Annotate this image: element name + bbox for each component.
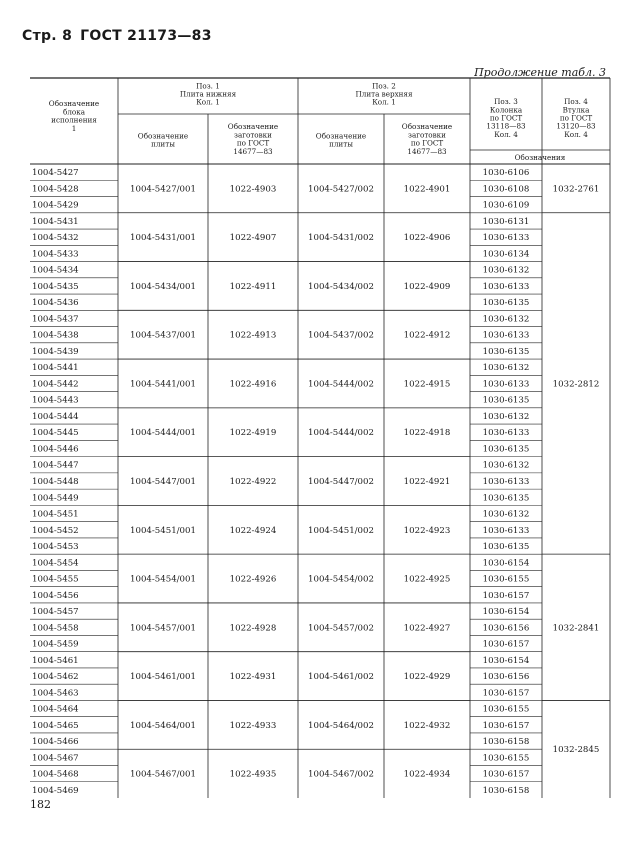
header-pos3: Кол. 4: [494, 129, 518, 139]
header-blank-designation: Обозначение: [401, 122, 453, 132]
column-designation: 1030-6132: [482, 460, 530, 471]
block-designation: 1004-5453: [32, 542, 79, 553]
block-designation: 1004-5459: [32, 639, 79, 650]
column-designation: 1030-6154: [482, 607, 530, 618]
continuation-note: Продолжение табл. 3: [474, 66, 606, 79]
header-blank-designation: Обозначение: [227, 122, 279, 132]
block-designation: 1004-5446: [32, 444, 79, 455]
column-designation: 1030-6108: [482, 184, 530, 195]
page-number: 182: [30, 798, 51, 811]
column-designation: 1030-6133: [482, 281, 530, 292]
column-designation: 1030-6157: [482, 688, 530, 699]
column-designation: 1030-6157: [482, 720, 530, 731]
pos1-plate: 1004-5441/001: [130, 379, 196, 390]
pos2-plate: 1004-5427/002: [308, 184, 374, 195]
column-designation: 1030-6133: [482, 428, 530, 439]
column-designation: 1030-6132: [482, 265, 530, 276]
block-designation: 1004-5447: [32, 460, 79, 471]
block-designation: 1004-5432: [32, 233, 79, 244]
header-pos1: Поз. 1: [196, 81, 220, 91]
pos2-blank: 1022-4912: [403, 330, 451, 341]
column-designation: 1030-6135: [482, 346, 530, 357]
pos2-blank: 1022-4927: [403, 623, 451, 634]
pos1-blank: 1022-4924: [229, 525, 277, 536]
pos2-blank: 1022-4932: [403, 720, 451, 731]
block-designation: 1004-5438: [32, 330, 79, 341]
pos2-plate: 1004-5454/002: [308, 574, 374, 585]
block-designation: 1004-5444: [32, 411, 79, 422]
pos1-blank: 1022-4928: [229, 623, 277, 634]
header-blank-designation: 14677—83: [233, 146, 273, 156]
column-designation: 1030-6131: [482, 216, 530, 227]
pos1-blank: 1022-4935: [229, 769, 277, 780]
block-designation: 1004-5461: [32, 655, 79, 666]
column-designation: 1030-6132: [482, 411, 530, 422]
header-block-designation: 1: [71, 123, 77, 133]
pos1-plate: 1004-5447/001: [130, 477, 196, 487]
pos2-blank: 1022-4909: [403, 281, 451, 292]
block-designation: 1004-5441: [32, 363, 79, 374]
pos1-plate: 1004-5461/001: [130, 672, 196, 683]
header-blank-designation: заготовки: [408, 130, 446, 140]
block-designation: 1004-5427: [32, 168, 79, 179]
header-pos2: Кол. 1: [372, 97, 396, 107]
header-pos1: Плита нижняя: [179, 89, 237, 99]
header-plate-designation: плиты: [151, 139, 175, 149]
block-designation: 1004-5452: [32, 525, 79, 536]
header-blank-designation: 14677—83: [407, 146, 447, 156]
column-designation: 1030-6156: [482, 672, 530, 683]
pos1-plate: 1004-5454/001: [130, 574, 196, 585]
pos2-plate: 1004-5461/002: [308, 672, 374, 683]
header-pos4: Втулка: [562, 105, 590, 115]
column-designation: 1030-6155: [482, 753, 530, 764]
header-plate-designation: Обозначение: [137, 131, 189, 141]
column-designation: 1030-6132: [482, 314, 530, 325]
header-pos3: по ГОСТ: [489, 113, 523, 123]
column-designation: 1030-6158: [482, 737, 530, 748]
block-designation: 1004-5455: [32, 574, 79, 585]
pos1-plate: 1004-5457/001: [130, 623, 196, 634]
block-designation: 1004-5465: [32, 720, 79, 731]
block-designation: 1004-5457: [32, 607, 79, 618]
pos2-blank: 1022-4921: [403, 477, 451, 487]
pos1-plate: 1004-5431/001: [130, 233, 196, 244]
pos2-plate: 1004-5444/002: [308, 428, 374, 439]
pos1-plate: 1004-5444/001: [130, 428, 196, 439]
block-designation: 1004-5467: [32, 753, 79, 764]
pos1-blank: 1022-4933: [229, 720, 277, 731]
column-designation: 1030-6106: [482, 168, 530, 179]
pos2-blank: 1022-4929: [403, 672, 451, 683]
block-designation: 1004-5433: [32, 249, 79, 260]
header-pos4: Кол. 4: [564, 129, 588, 139]
pos1-blank: 1022-4913: [229, 330, 277, 341]
pos2-plate: 1004-5444/002: [308, 379, 374, 390]
pos2-blank: 1022-4915: [403, 379, 451, 390]
pos2-blank: 1022-4925: [403, 574, 451, 585]
header-pos3: 13118—83: [486, 121, 526, 131]
pos2-blank: 1022-4901: [403, 184, 451, 195]
block-designation: 1004-5435: [32, 281, 79, 292]
pos1-blank: 1022-4903: [229, 184, 277, 195]
header-pos4: 13120—83: [556, 121, 596, 131]
column-designation: 1030-6157: [482, 590, 530, 601]
sleeve-designation: 1032-2841: [552, 623, 600, 634]
pos2-plate: 1004-5431/002: [308, 233, 374, 244]
block-designation: 1004-5448: [32, 477, 79, 487]
header-blank-designation: по ГОСТ: [236, 138, 270, 148]
pos2-blank: 1022-4934: [403, 769, 451, 780]
column-designation: 1030-6135: [482, 444, 530, 455]
column-designation: 1030-6133: [482, 477, 530, 487]
pos2-plate: 1004-5447/002: [308, 477, 374, 487]
header-pos3: Колонка: [489, 105, 523, 115]
header-plate-designation: Обозначение: [315, 131, 367, 141]
pos1-blank: 1022-4919: [229, 428, 277, 439]
header-plate-designation: плиты: [329, 139, 353, 149]
pos1-blank: 1022-4911: [229, 281, 277, 292]
block-designation: 1004-5456: [32, 590, 79, 601]
column-designation: 1030-6158: [482, 785, 530, 796]
block-designation: 1004-5434: [32, 265, 79, 276]
standard-title: ГОСТ 21173—83: [80, 28, 212, 44]
block-designation: 1004-5454: [32, 558, 79, 569]
header-pos4: Поз. 4: [564, 97, 588, 107]
column-designation: 1030-6133: [482, 525, 530, 536]
pos2-plate: 1004-5457/002: [308, 623, 374, 634]
sleeve-designation: 1032-2761: [552, 184, 600, 195]
block-designation: 1004-5462: [32, 672, 79, 683]
header-block-designation: Обозначение: [48, 99, 100, 109]
block-designation: 1004-5466: [32, 737, 79, 748]
column-designation: 1030-6135: [482, 395, 530, 406]
block-designation: 1004-5468: [32, 769, 79, 780]
pos1-plate: 1004-5427/001: [130, 184, 196, 195]
pos2-plate: 1004-5451/002: [308, 525, 374, 536]
header-pos3: Поз. 3: [494, 97, 518, 107]
block-designation: 1004-5439: [32, 346, 79, 357]
column-designation: 1030-6155: [482, 704, 530, 715]
column-designation: 1030-6154: [482, 558, 530, 569]
block-designation: 1004-5449: [32, 493, 79, 504]
pos1-plate: 1004-5451/001: [130, 525, 196, 536]
column-designation: 1030-6132: [482, 509, 530, 520]
block-designation: 1004-5464: [32, 704, 79, 715]
block-designation: 1004-5451: [32, 509, 79, 520]
pos2-blank: 1022-4918: [403, 428, 451, 439]
column-designation: 1030-6109: [482, 200, 530, 211]
sleeve-designation: 1032-2812: [552, 379, 600, 390]
column-designation: 1030-6133: [482, 233, 530, 244]
column-designation: 1030-6154: [482, 655, 530, 666]
block-designation: 1004-5436: [32, 298, 79, 309]
pos1-plate: 1004-5434/001: [130, 281, 196, 292]
pos1-blank: 1022-4916: [229, 379, 277, 390]
block-designation: 1004-5429: [32, 200, 79, 211]
pos2-plate: 1004-5437/002: [308, 330, 374, 341]
column-designation: 1030-6135: [482, 542, 530, 553]
column-designation: 1030-6134: [482, 249, 530, 260]
header-blank-designation: по ГОСТ: [410, 138, 444, 148]
column-designation: 1030-6133: [482, 379, 530, 390]
column-designation: 1030-6157: [482, 639, 530, 650]
block-designation: 1004-5437: [32, 314, 79, 325]
header-block-designation: исполнения: [51, 115, 97, 125]
block-designation: 1004-5428: [32, 184, 79, 195]
column-designation: 1030-6132: [482, 363, 530, 374]
column-designation: 1030-6157: [482, 769, 530, 780]
pos1-blank: 1022-4907: [229, 233, 277, 244]
block-designation: 1004-5469: [32, 785, 79, 796]
pos2-blank: 1022-4923: [403, 525, 451, 536]
column-designation: 1030-6156: [482, 623, 530, 634]
header-block-designation: блока: [63, 107, 85, 117]
header-blank-designation: заготовки: [234, 130, 272, 140]
block-designation: 1004-5431: [32, 216, 79, 227]
header-pos2: Поз. 2: [372, 81, 396, 91]
block-designation: 1004-5443: [32, 395, 79, 406]
column-designation: 1030-6155: [482, 574, 530, 585]
header-pos1: Кол. 1: [196, 97, 220, 107]
pos1-plate: 1004-5437/001: [130, 330, 196, 341]
column-designation: 1030-6135: [482, 298, 530, 309]
header-designations: Обозначения: [514, 153, 566, 162]
block-designation: 1004-5445: [32, 428, 79, 439]
header-pos4: по ГОСТ: [559, 113, 593, 123]
column-designation: 1030-6135: [482, 493, 530, 504]
block-designation: 1004-5463: [32, 688, 79, 699]
page-label: Стр. 8: [22, 28, 73, 44]
pos1-blank: 1022-4926: [229, 574, 277, 585]
block-designation: 1004-5442: [32, 379, 79, 390]
block-designation: 1004-5458: [32, 623, 79, 634]
column-designation: 1030-6133: [482, 330, 530, 341]
pos1-blank: 1022-4922: [229, 477, 277, 487]
pos2-plate: 1004-5464/002: [308, 720, 374, 731]
pos2-blank: 1022-4906: [403, 233, 451, 244]
header-pos2: Плита верхняя: [355, 89, 413, 99]
pos1-plate: 1004-5464/001: [130, 720, 196, 731]
pos2-plate: 1004-5434/002: [308, 281, 374, 292]
pos2-plate: 1004-5467/002: [308, 769, 374, 780]
sleeve-designation: 1032-2845: [552, 745, 600, 756]
pos1-plate: 1004-5467/001: [130, 769, 196, 780]
pos1-blank: 1022-4931: [229, 672, 277, 683]
